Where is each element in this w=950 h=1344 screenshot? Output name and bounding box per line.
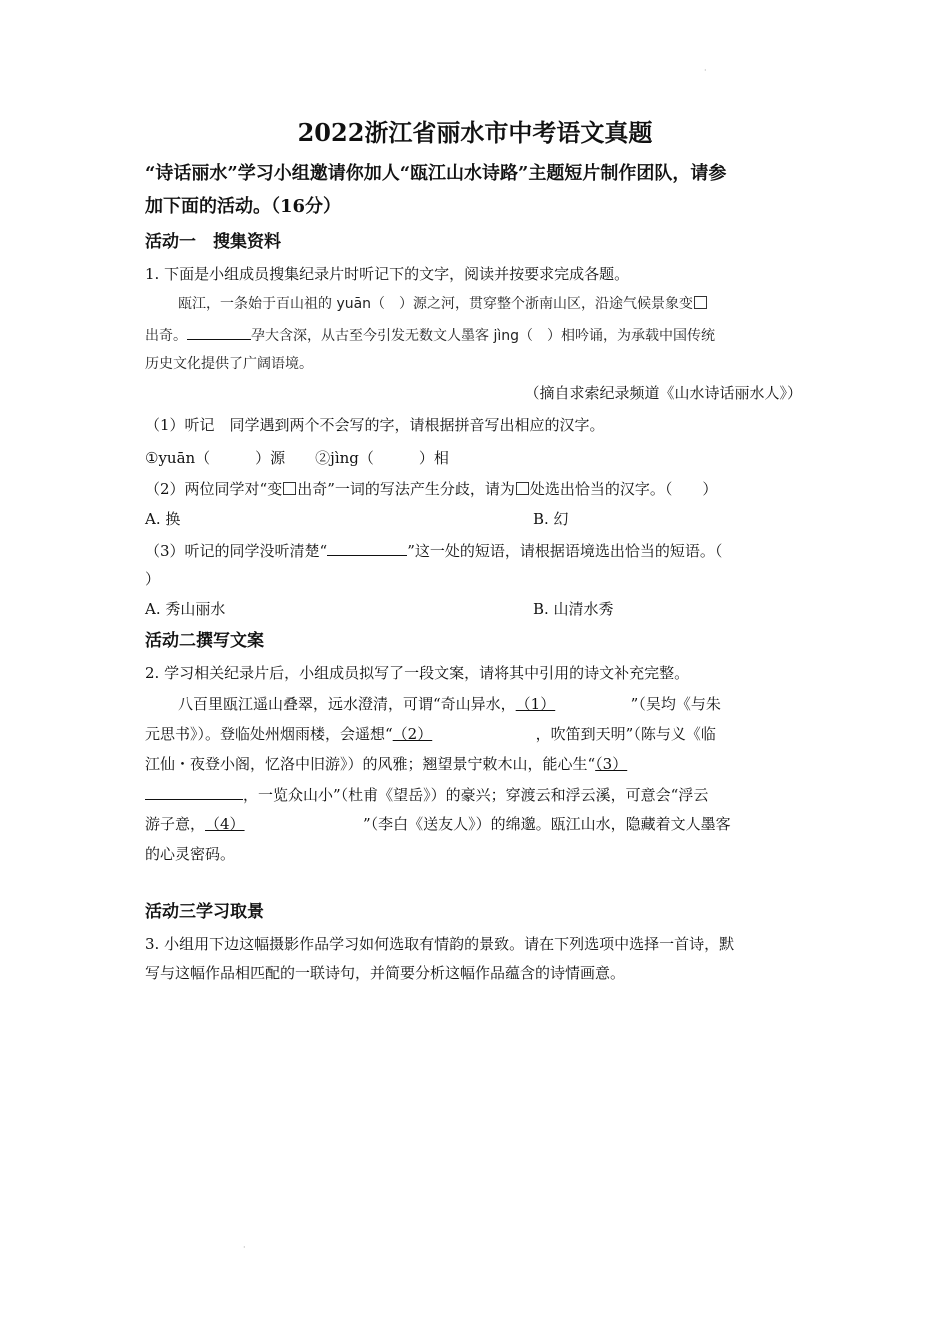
fill-blank-2: [393, 724, 536, 744]
passage-line-2: [145, 324, 715, 346]
fill-blank-3-continued: [145, 784, 243, 800]
activity1-heading: 活动一 搜集资料: [145, 232, 281, 252]
sub-question-2-text: 处选出恰当的汉字。（ ）: [529, 480, 718, 498]
q2-text: 江仙・夜登小阁，忆洛中旧游》）的风雅；翘望景宁敕木山，能心生“: [145, 755, 596, 773]
q2-passage-line-1: [145, 694, 721, 714]
sub-question-1: （1）听记 同学遇到两个不会写的字，请根据拼音写出相应的汉字。: [145, 416, 605, 434]
q2-passage-line-5: [145, 814, 731, 834]
q2-passage-line-2: [145, 724, 716, 744]
sub-question-3-option-a: A. 秀山丽水: [145, 600, 226, 618]
intro-line-2: 加下面的活动。（16分）: [145, 196, 342, 217]
q2-passage-line-6: 的心灵密码。: [145, 845, 236, 863]
intro-line-1: “诗话丽水”学习小组邀请你加人“瓯江山水诗路”主题短片制作团队，请参: [145, 163, 727, 184]
fill-blank-4: [205, 814, 363, 834]
passage-text: 瓯江，一条始于百山祖的 yuān（ ）源之河，贯穿整个浙南山区，沿途气候景象变: [178, 296, 694, 312]
sub-question-3: [145, 540, 722, 561]
blank-number: （4）: [205, 815, 245, 833]
passage-line-3: 历史文化提供了广阔语境。: [145, 356, 313, 372]
activity3-heading: 活动三学习取景: [145, 902, 264, 922]
blank-number: （1）: [515, 695, 556, 713]
fill-blank-3: （3）: [595, 755, 628, 773]
q2-passage-line-4: [145, 784, 708, 805]
activity2-heading: 活动二撰写文案: [145, 631, 264, 651]
sub-question-2-text: （2）两位同学对“变: [145, 480, 283, 498]
q3-line-2: 写与这幅作品相匹配的一联诗句，并简要分析这幅作品蕴含的诗情画意。: [145, 964, 626, 982]
sub-question-2-option-b: B. 幻: [533, 510, 569, 528]
q2-text: ”（吴均《与朱: [630, 695, 721, 713]
fill-blank-1: [516, 694, 631, 714]
page-title: 2022浙江省丽水市中考语文真题: [297, 118, 653, 147]
sub-question-3-close: ）: [145, 570, 161, 588]
missing-char-box: [283, 482, 296, 495]
q2-text: ，吹笛到天明”（陈与义《临: [535, 725, 716, 743]
q2-text: 元思书》）。登临处州烟雨楼，会遥想“: [145, 725, 393, 743]
phrase-blank: [327, 540, 407, 556]
q2-passage-line-3: [145, 754, 627, 774]
sub-question-3-option-b: B. 山清水秀: [533, 600, 614, 618]
q1-stem: 1. 下面是小组成员搜集纪录片时听记下的文字，阅读并按要求完成各题。: [145, 265, 630, 283]
passage-text: 孕大含深，从古至今引发无数文人墨客 jìng（ ）相吟诵，为承载中国传统: [251, 328, 715, 344]
sub-question-3-text: （3）听记的同学没听清楚“: [145, 542, 328, 560]
sub-question-1-blanks: ①yuān（ ）源 ②jìng（ ）相: [145, 449, 449, 467]
sub-question-2: [145, 479, 717, 499]
passage-source: （摘自求索纪录频道《山水诗话丽水人》）: [524, 384, 802, 402]
header-dot: ·: [704, 66, 707, 75]
sub-question-3-text: ”这一处的短语，请根据语境选出恰当的短语。（: [407, 542, 723, 560]
sub-question-2-text: 出奇”一词的写法产生分歧，请为: [297, 480, 515, 498]
q2-stem: 2. 学习相关纪录片后，小组成员拟写了一段文案，请将其中引用的诗文补充完整。: [145, 664, 690, 682]
q2-text: ”（李白《送友人》）的绵邈。瓯江山水，隐藏着文人墨客: [363, 815, 731, 833]
missing-char-box: [694, 296, 707, 309]
q2-text: 游子意，: [145, 815, 206, 833]
blank-number: （2）: [392, 725, 433, 743]
sub-question-2-option-a: A. 换: [145, 510, 181, 528]
footer-dot: ·: [243, 1243, 246, 1252]
passage-line-1: [145, 294, 708, 314]
missing-char-box: [516, 482, 529, 495]
q2-text: 八百里瓯江遥山叠翠，远水澄清，可谓“奇山异水，: [178, 695, 516, 713]
q2-text: ，一览众山小”（杜甫《望岳》）的豪兴；穿渡云和浮云溪，可意会“浮云: [243, 786, 709, 804]
q3-line-1: 3. 小组用下边这幅摄影作品学习如何选取有情韵的景致。请在下列选项中选择一首诗，默: [145, 935, 735, 953]
passage-text: 出奇。: [145, 328, 187, 344]
phrase-blank: [187, 324, 251, 340]
